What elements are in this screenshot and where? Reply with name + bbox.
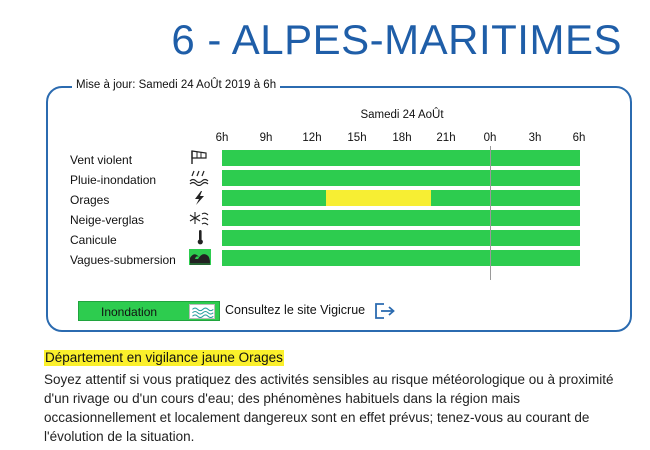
vigilance-panel bbox=[46, 86, 632, 332]
rain-flood-icon bbox=[189, 170, 211, 186]
row-label-pluie-inondation: Pluie-inondation bbox=[70, 173, 157, 187]
vigilance-bar-canicule bbox=[222, 230, 580, 246]
page-title: 6 - ALPES-MARITIMES bbox=[171, 16, 622, 63]
snow-ice-icon bbox=[189, 210, 211, 226]
row-label-vent-violent: Vent violent bbox=[70, 153, 133, 167]
flood-waves-icon bbox=[189, 304, 215, 319]
alert-description: Soyez attentif si vous pratiquez des activités sensibles au risque météorologique ou à proximité d'un rivage ou d'un cours d'eau; des phénomènes habituels dans la région mais occasionnellement et localement dangereux sont en effet prévus; tenez-vous au courant de l'évolution de la situation. bbox=[44, 372, 614, 444]
vigilance-bar-vagues-submersion bbox=[222, 250, 580, 266]
row-label-canicule: Canicule bbox=[70, 233, 117, 247]
update-timestamp: Mise à jour: Samedi 24 AoÛt 2019 à 6h bbox=[72, 79, 280, 91]
row-label-vagues-submersion: Vagues-submersion bbox=[70, 253, 176, 267]
hour-label: 21h bbox=[436, 132, 456, 144]
vigilance-bar-vent-violent bbox=[222, 150, 580, 166]
hour-label: 6h bbox=[215, 132, 229, 144]
vigicrue-link[interactable]: Consultez le site Vigicrue bbox=[225, 303, 366, 317]
row-label-neige-verglas: Neige-verglas bbox=[70, 213, 145, 227]
hour-label: 6h bbox=[572, 132, 586, 144]
wind-icon bbox=[189, 149, 211, 165]
row-label-orages: Orages bbox=[70, 193, 110, 207]
lightning-icon bbox=[189, 190, 211, 206]
alert-heading: Département en vigilance jaune Orages bbox=[45, 350, 283, 365]
vigilance-bar-pluie-inondation bbox=[222, 170, 580, 186]
thermometer-icon bbox=[189, 229, 211, 245]
vigilance-bar-neige-verglas bbox=[222, 210, 580, 226]
waves-submersion-icon bbox=[189, 249, 211, 265]
legend-label: Inondation bbox=[101, 305, 158, 319]
midnight-divider bbox=[490, 146, 491, 280]
flood-legend bbox=[78, 301, 220, 321]
hour-label: 15h bbox=[347, 132, 367, 144]
day-label: Samedi 24 AoÛt bbox=[360, 109, 444, 121]
hour-label: 0h bbox=[483, 132, 497, 144]
hour-label: 9h bbox=[259, 132, 273, 144]
hour-label: 3h bbox=[528, 132, 542, 144]
yellow-alert-segment bbox=[326, 190, 431, 206]
vigilance-bar-orages bbox=[222, 190, 580, 206]
hour-label: 12h bbox=[302, 132, 322, 144]
exit-arrow-icon[interactable] bbox=[374, 302, 398, 320]
hour-label: 18h bbox=[392, 132, 412, 144]
